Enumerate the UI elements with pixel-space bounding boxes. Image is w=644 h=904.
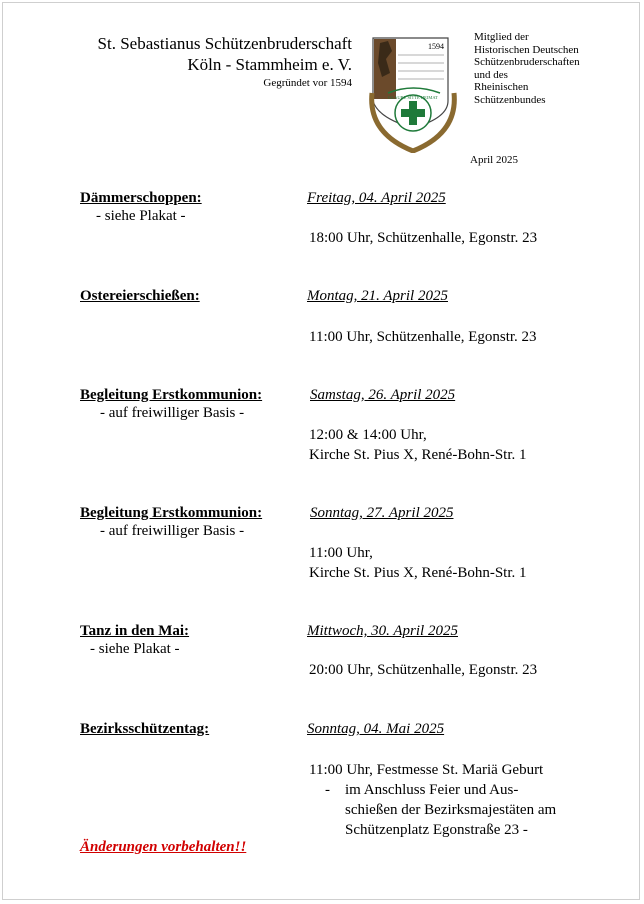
event-note: - siehe Plakat - [90,641,180,657]
event-detail: Kirche St. Pius X, René-Bohn-Str. 1 [309,447,527,463]
event-title: Bezirksschützentag: [80,721,210,737]
event-date: Sonntag, 04. Mai 2025 [307,721,445,737]
event-date: Montag, 21. April 2025 [307,288,448,304]
event-date: Sonntag, 27. April 2025 [310,505,454,521]
membership-line: Mitglied der [474,31,529,43]
event-detail: 11:00 Uhr, Festmesse St. Mariä Geburt [309,762,544,778]
event-detail: 11:00 Uhr, [309,545,373,561]
membership-line: Schützenbundes [474,93,546,106]
event-date: Mittwoch, 30. April 2025 [307,623,458,639]
list-item [325,780,615,840]
event-detail: 12:00 & 14:00 Uhr, [309,427,427,443]
event-title: Begleitung Erstkommunion: [80,505,263,521]
crest-logo [368,33,458,153]
event-date: Samstag, 26. April 2025 [310,387,456,403]
issue-month: April 2025 [470,154,518,166]
event-note: - siehe Plakat - [96,208,186,224]
crest-motto: GLAUBE SITTE HEIMAT [388,95,438,100]
bullet-line: im Anschluss Feier und Aus- [345,782,519,798]
membership-line: Schützenbruderschaften [474,56,580,68]
membership-line: und des [474,68,508,81]
organization-name [98,33,352,75]
crest-year: 1594 [428,42,444,51]
dash-bullet: - [325,782,330,798]
event-date: Freitag, 04. April 2025 [307,190,446,206]
event-note: - auf freiwilliger Basis - [100,523,245,539]
event-title: Begleitung Erstkommunion: [80,387,263,403]
bullet-line: Schützenplatz Egonstraße 23 - [345,822,528,838]
event-title: Ostereierschießen: [80,288,200,304]
org-name-line-1: St. Sebastianus Schützenbruderschaft [97,34,352,53]
event-note: - auf freiwilliger Basis - [100,405,245,421]
event-detail: 18:00 Uhr, Schützenhalle, Egonstr. 23 [309,230,538,246]
event-detail: Kirche St. Pius X, René-Bohn-Str. 1 [309,565,527,581]
membership-line: Rheinischen [474,81,529,93]
event-title: Dämmerschoppen: [80,190,202,206]
event-bullet-list [325,780,615,840]
event-title: Tanz in den Mai: [80,623,190,639]
membership-text [474,31,604,106]
changes-reserved-notice: Änderungen vorbehalten!! [80,839,247,855]
event-detail: 11:00 Uhr, Schützenhalle, Egonstr. 23 [309,329,537,345]
bullet-line: schießen der Bezirksmajestäten am [345,802,557,818]
event-detail: 20:00 Uhr, Schützenhalle, Egonstr. 23 [309,662,538,678]
org-name-line-2: Köln - Stammheim e. V. [187,55,352,74]
membership-line: Historischen Deutschen [474,43,579,56]
founded-text: Gegründet vor 1594 [263,77,352,89]
